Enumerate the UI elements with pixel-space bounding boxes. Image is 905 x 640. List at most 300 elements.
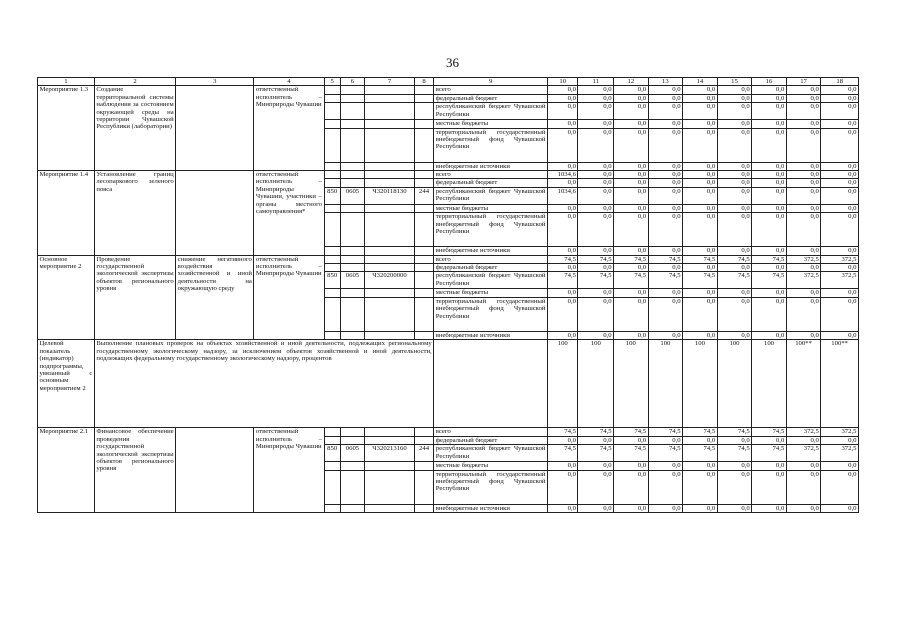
amount-cell: 74,5 [752,445,787,462]
budget-code [340,470,364,504]
budget-code [340,120,364,128]
amount-cell: 0,0 [683,128,718,162]
amount-cell: 0,0 [614,179,649,187]
amount-cell: 0,0 [548,436,578,444]
header-col-3: 3 [176,78,254,86]
budget-code [365,289,415,297]
amount-cell: 0,0 [578,436,614,444]
amount-cell: 0,0 [821,331,859,339]
amount-cell: 0,0 [614,297,649,331]
amount-cell: 74,5 [717,428,752,436]
event-executor: ответственный исполнитель – Минприроды Чувашии, участники – органы местного самоуправления* [254,171,324,256]
amount-cell: 0,0 [752,187,787,204]
budget-code [340,179,364,187]
amount-cell: 0,0 [578,247,614,255]
funding-source: внебюджетные источники [434,504,548,512]
program-table [37,77,859,513]
amount-cell: 0,0 [717,187,752,204]
event-label: Мероприятие 1.4 [38,171,95,256]
amount-cell: 0,0 [578,171,614,179]
amount-cell: 0,0 [821,179,859,187]
amount-cell: 0,0 [648,162,683,170]
budget-code [324,103,340,120]
amount-cell: 74,5 [578,272,614,289]
funding-source: местные бюджеты [434,289,548,297]
amount-cell: 0,0 [786,187,821,204]
funding-source: местные бюджеты [434,120,548,128]
funding-source: федеральный бюджет [434,179,548,187]
event-name: Проведение государственной экологической экспертизы объектов регионального уровня [94,255,175,340]
budget-code [365,504,415,512]
amount-cell: 0,0 [683,120,718,128]
amount-cell: 0,0 [786,179,821,187]
amount-cell: 0,0 [717,94,752,102]
amount-cell: 372,5 [821,428,859,436]
amount-cell: 0,0 [752,297,787,331]
amount-cell: 0,0 [786,297,821,331]
budget-code: 0605 [340,445,364,462]
budget-code [324,204,340,212]
budget-code [414,436,433,444]
amount-cell: 0,0 [614,504,649,512]
amount-cell: 0,0 [578,187,614,204]
amount-cell: 0,0 [548,86,578,94]
funding-source: территориальный государственный внебюджетный фонд Чувашской Республики [434,297,548,331]
amount-cell: 0,0 [614,86,649,94]
amount-cell: 0,0 [683,204,718,212]
budget-code [324,179,340,187]
budget-code [340,171,364,179]
amount-cell: 0,0 [548,470,578,504]
amount-cell: 0,0 [752,504,787,512]
budget-code [414,297,433,331]
amount-cell: 0,0 [648,504,683,512]
amount-cell: 0,0 [648,86,683,94]
amount-cell: 0,0 [752,179,787,187]
amount-cell: 0,0 [786,264,821,272]
indicator-value: 100 [548,340,578,428]
amount-cell: 0,0 [786,103,821,120]
amount-cell: 0,0 [786,213,821,247]
amount-cell: 0,0 [548,120,578,128]
budget-code [340,297,364,331]
event-goal [176,171,254,256]
budget-code [365,470,415,504]
indicator-value: 100** [821,340,859,428]
amount-cell: 0,0 [752,436,787,444]
budget-code [324,331,340,339]
budget-code [414,470,433,504]
budget-code [365,255,415,263]
amount-cell: 0,0 [821,94,859,102]
amount-cell: 0,0 [786,331,821,339]
amount-cell: 0,0 [683,179,718,187]
event-label: Основное мероприятие 2 [38,255,95,340]
amount-cell: 0,0 [614,289,649,297]
budget-code [414,504,433,512]
funding-source: всего [434,255,548,263]
amount-cell: 0,0 [786,504,821,512]
indicator-value: 100 [648,340,683,428]
amount-cell: 0,0 [821,162,859,170]
budget-code [340,462,364,470]
amount-cell: 0,0 [648,264,683,272]
amount-cell: 0,0 [578,162,614,170]
amount-cell: 0,0 [821,462,859,470]
budget-code: Ч320118130 [365,187,415,204]
header-col-9: 9 [434,78,548,86]
amount-cell: 0,0 [717,264,752,272]
funding-source: всего [434,171,548,179]
amount-cell: 0,0 [614,462,649,470]
funding-source: республиканский бюджет Чувашской Республики [434,445,548,462]
amount-cell: 372,5 [786,428,821,436]
amount-cell: 372,5 [821,255,859,263]
amount-cell: 0,0 [578,213,614,247]
amount-cell: 0,0 [548,297,578,331]
amount-cell: 74,5 [752,255,787,263]
amount-cell: 0,0 [548,264,578,272]
amount-cell: 0,0 [752,171,787,179]
amount-cell: 0,0 [683,264,718,272]
budget-code [324,436,340,444]
amount-cell: 0,0 [614,171,649,179]
amount-cell: 0,0 [752,289,787,297]
amount-cell: 0,0 [614,204,649,212]
amount-cell: 372,5 [786,272,821,289]
amount-cell: 74,5 [648,428,683,436]
budget-code: 850 [324,445,340,462]
amount-cell: 372,5 [786,255,821,263]
amount-cell: 0,0 [821,504,859,512]
funding-source: республиканский бюджет Чувашской Республики [434,272,548,289]
funding-source: местные бюджеты [434,204,548,212]
amount-cell: 74,5 [548,255,578,263]
header-col-13: 13 [648,78,683,86]
budget-code [324,171,340,179]
event-label: Мероприятие 2.1 [38,428,95,513]
amount-cell: 0,0 [578,331,614,339]
amount-cell: 74,5 [614,445,649,462]
budget-code [340,436,364,444]
amount-cell: 0,0 [683,297,718,331]
budget-code [324,247,340,255]
amount-cell: 0,0 [786,436,821,444]
amount-cell: 74,5 [614,255,649,263]
amount-cell: 0,0 [717,247,752,255]
budget-code: Ч320200000 [365,272,415,289]
budget-code [365,213,415,247]
budget-code [324,428,340,436]
amount-cell: 0,0 [821,204,859,212]
amount-cell: 74,5 [614,272,649,289]
budget-code [324,297,340,331]
amount-cell: 0,0 [821,436,859,444]
amount-cell: 0,0 [548,162,578,170]
budget-code [414,264,433,272]
amount-cell: 0,0 [752,128,787,162]
table-row [38,86,859,94]
amount-cell: 0,0 [548,128,578,162]
amount-cell: 0,0 [648,120,683,128]
header-col-17: 17 [786,78,821,86]
budget-code [414,128,433,162]
funding-source: территориальный государственный внебюджетный фонд Чувашской Республики [434,213,548,247]
budget-code: 0605 [340,272,364,289]
amount-cell: 0,0 [578,120,614,128]
amount-cell: 0,0 [752,94,787,102]
indicator-text: Выполнение плановых проверок на объектах хозяйственной и иной деятельности, подлежащих региональному государственному экологическому надзору, за исключением объектов хозяйственной и иной деятельности, подлежащих федеральному государственному экологическому надзору, процентов [94,340,433,428]
amount-cell: 0,0 [578,504,614,512]
budget-code [414,331,433,339]
budget-code [414,94,433,102]
amount-cell: 0,0 [752,120,787,128]
amount-cell: 0,0 [683,331,718,339]
amount-cell: 0,0 [752,264,787,272]
amount-cell: 0,0 [752,331,787,339]
amount-cell: 0,0 [683,436,718,444]
amount-cell: 0,0 [786,120,821,128]
header-col-8: 8 [414,78,433,86]
budget-code [365,128,415,162]
budget-code [414,171,433,179]
amount-cell: 0,0 [786,94,821,102]
amount-cell: 0,0 [821,128,859,162]
budget-code [340,247,364,255]
event-label: Мероприятие 1.3 [38,86,95,171]
amount-cell: 0,0 [752,213,787,247]
amount-cell: 0,0 [786,247,821,255]
amount-cell: 0,0 [614,94,649,102]
amount-cell: 0,0 [683,187,718,204]
indicator-value: 100 [578,340,614,428]
amount-cell: 74,5 [578,255,614,263]
amount-cell: 0,0 [614,103,649,120]
budget-code [340,103,364,120]
budget-code [365,94,415,102]
amount-cell: 0,0 [683,171,718,179]
amount-cell: 0,0 [578,103,614,120]
amount-cell: 0,0 [683,162,718,170]
event-name: Финансовое обеспечение проведения государственной экологической экспертизы объектов регионального уровня [94,428,175,513]
amount-cell: 0,0 [821,264,859,272]
budget-code [324,213,340,247]
budget-code [340,128,364,162]
amount-cell: 0,0 [786,162,821,170]
funding-source: всего [434,428,548,436]
budget-code [414,272,433,289]
budget-code [365,171,415,179]
amount-cell: 0,0 [821,120,859,128]
budget-code [340,331,364,339]
amount-cell: 0,0 [614,187,649,204]
budget-code [414,204,433,212]
funding-source: внебюджетные источники [434,331,548,339]
amount-cell: 0,0 [614,331,649,339]
budget-code [340,204,364,212]
amount-cell: 1034,6 [548,171,578,179]
budget-code [414,255,433,263]
table-row [38,428,859,436]
amount-cell: 0,0 [548,331,578,339]
budget-code [414,103,433,120]
amount-cell: 0,0 [648,179,683,187]
event-executor: ответственный исполнитель – Минприроды Чувашии [254,86,324,171]
header-col-18: 18 [821,78,859,86]
amount-cell: 0,0 [717,289,752,297]
amount-cell: 74,5 [548,445,578,462]
amount-cell: 372,5 [786,445,821,462]
indicator-value: 100 [717,340,752,428]
amount-cell: 0,0 [578,264,614,272]
amount-cell: 0,0 [717,470,752,504]
amount-cell: 0,0 [786,204,821,212]
budget-code [324,94,340,102]
amount-cell: 0,0 [548,103,578,120]
amount-cell: 0,0 [786,128,821,162]
amount-cell: 372,5 [821,445,859,462]
amount-cell: 74,5 [683,272,718,289]
amount-cell: 0,0 [717,103,752,120]
budget-code: 0605 [340,187,364,204]
amount-cell: 74,5 [648,255,683,263]
header-col-11: 11 [578,78,614,86]
amount-cell: 0,0 [614,436,649,444]
amount-cell: 0,0 [821,470,859,504]
amount-cell: 0,0 [648,289,683,297]
budget-code [414,120,433,128]
event-name: Установление границ лесопаркового зеленого пояса [94,171,175,256]
amount-cell: 0,0 [683,103,718,120]
amount-cell: 0,0 [548,94,578,102]
budget-code [324,128,340,162]
header-col-1: 1 [38,78,95,86]
amount-cell: 0,0 [752,247,787,255]
amount-cell: 0,0 [614,128,649,162]
budget-code [414,162,433,170]
amount-cell: 0,0 [614,120,649,128]
amount-cell: 0,0 [717,504,752,512]
budget-code [340,94,364,102]
amount-cell: 1034,6 [548,187,578,204]
budget-code: 850 [324,272,340,289]
budget-code [340,255,364,263]
amount-cell: 0,0 [648,297,683,331]
amount-cell: 0,0 [578,470,614,504]
table-row [38,171,859,179]
amount-cell: 0,0 [717,86,752,94]
funding-source: федеральный бюджет [434,436,548,444]
header-col-5: 5 [324,78,340,86]
amount-cell: 0,0 [683,94,718,102]
amount-cell: 0,0 [683,289,718,297]
amount-cell: 0,0 [752,103,787,120]
budget-code [340,428,364,436]
funding-source: республиканский бюджет Чувашской Республики [434,103,548,120]
budget-code [324,86,340,94]
budget-code [414,86,433,94]
funding-source: республиканский бюджет Чувашской Республики [434,187,548,204]
amount-cell: 0,0 [752,470,787,504]
amount-cell: 0,0 [648,171,683,179]
budget-code [365,162,415,170]
amount-cell: 0,0 [821,86,859,94]
amount-cell: 0,0 [648,470,683,504]
amount-cell: 0,0 [648,331,683,339]
amount-cell: 74,5 [614,428,649,436]
header-col-15: 15 [717,78,752,86]
budget-code [365,86,415,94]
amount-cell: 0,0 [821,103,859,120]
funding-source: территориальный государственный внебюджетный фонд Чувашской Республики [434,128,548,162]
amount-cell: 74,5 [717,445,752,462]
amount-cell: 74,5 [648,445,683,462]
header-col-6: 6 [340,78,364,86]
header-col-2: 2 [94,78,175,86]
amount-cell: 0,0 [717,436,752,444]
amount-cell: 0,0 [752,204,787,212]
amount-cell: 0,0 [752,162,787,170]
funding-source: федеральный бюджет [434,264,548,272]
amount-cell: 74,5 [717,255,752,263]
budget-code [340,86,364,94]
amount-cell: 74,5 [683,428,718,436]
budget-code [324,470,340,504]
amount-cell: 0,0 [752,86,787,94]
budget-code [365,179,415,187]
amount-cell: 0,0 [578,204,614,212]
amount-cell: 0,0 [683,470,718,504]
header-col-7: 7 [365,78,415,86]
budget-code [414,179,433,187]
amount-cell: 0,0 [821,247,859,255]
funding-source: местные бюджеты [434,462,548,470]
amount-cell: 0,0 [717,462,752,470]
amount-cell: 0,0 [717,128,752,162]
table-body [38,86,859,513]
indicator-value: 100 [683,340,718,428]
funding-source: всего [434,86,548,94]
amount-cell: 0,0 [578,462,614,470]
amount-cell: 74,5 [578,445,614,462]
amount-cell: 0,0 [648,436,683,444]
amount-cell: 0,0 [786,470,821,504]
amount-cell: 0,0 [683,247,718,255]
funding-source: внебюджетные источники [434,162,548,170]
indicator-value: 100 [614,340,649,428]
budget-code [340,162,364,170]
amount-cell: 0,0 [821,297,859,331]
budget-code [340,213,364,247]
amount-cell: 372,5 [821,272,859,289]
amount-cell: 0,0 [717,331,752,339]
budget-code: 244 [414,445,433,462]
amount-cell: 0,0 [548,213,578,247]
amount-cell: 0,0 [683,462,718,470]
header-col-10: 10 [548,78,578,86]
amount-cell: 0,0 [786,289,821,297]
budget-code [324,504,340,512]
event-goal [176,428,254,513]
header-col-12: 12 [614,78,649,86]
amount-cell: 0,0 [578,94,614,102]
budget-code [365,331,415,339]
amount-cell: 0,0 [578,179,614,187]
amount-cell: 0,0 [578,289,614,297]
budget-code [414,462,433,470]
amount-cell: 74,5 [752,428,787,436]
amount-cell: 0,0 [548,462,578,470]
